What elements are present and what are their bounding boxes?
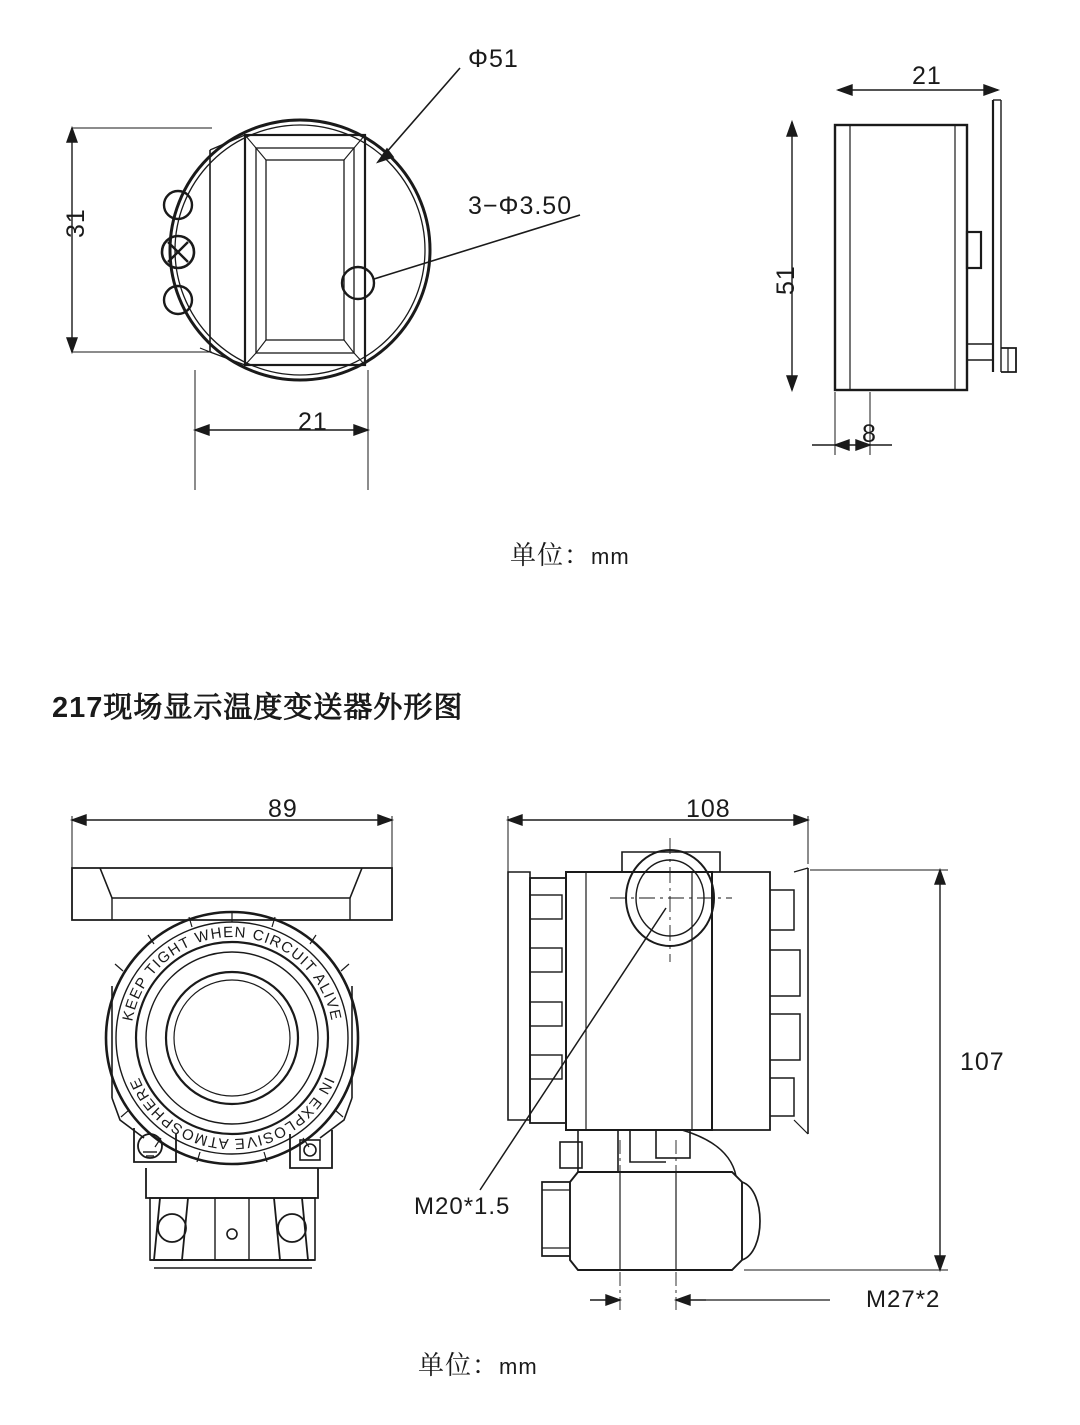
housing-main (566, 872, 712, 1130)
cover-engraved-text (119, 924, 344, 1152)
unit-note-bottom-value: mm (499, 1354, 538, 1379)
dim-label-89: 89 (268, 795, 298, 823)
dim-51-group (787, 122, 797, 390)
dim-label-107: 107 (960, 1048, 1005, 1076)
side-body (835, 125, 967, 390)
cover-glass-outer (166, 972, 298, 1104)
housing-outer-circle (170, 120, 430, 380)
unit-note-bottom-label: 单位： (418, 1350, 500, 1380)
mounting-hole (342, 267, 374, 299)
bottom-front-view-figure (50, 790, 480, 1310)
dim-label-m27: M27*2 (866, 1286, 941, 1313)
dim-label-21-front: 21 (298, 408, 328, 436)
bottom-side-view-figure (470, 790, 1030, 1330)
leader-holes (374, 215, 580, 279)
housing-fins-left (530, 895, 562, 1079)
section-title: 217现场显示温度变送器外形图 (52, 692, 464, 724)
bracket-right-leg (274, 1198, 308, 1260)
bottom-front-view-svg (50, 790, 480, 1310)
dim-21-group (195, 370, 368, 490)
dim-label-phi51: Φ51 (468, 45, 519, 73)
connector-nub (967, 232, 981, 268)
unit-note-top (510, 535, 630, 572)
unit-note-top-label: 单位： (510, 540, 592, 570)
unit-note-bottom (418, 1345, 538, 1382)
dim-label-51: 51 (772, 265, 800, 295)
cover-ring-inner (146, 952, 318, 1124)
button-bottom (164, 286, 192, 314)
bracket-left-leg (154, 1198, 188, 1260)
terminal-cover (712, 872, 770, 1130)
dim-label-108: 108 (686, 795, 731, 823)
dim-label-8: 8 (862, 420, 877, 448)
housing-left-edge (508, 872, 530, 1120)
dim-label-31: 31 (62, 208, 90, 238)
cover-text-top: KEEP TIGHT WHEN CIRCUIT ALIVE (119, 923, 345, 1023)
bolt-hole-right (278, 1214, 306, 1242)
dim-m27-group (590, 1272, 830, 1310)
dim-108-group (508, 815, 808, 874)
dim-89-group (72, 815, 392, 870)
bottom-side-view-svg (470, 790, 1030, 1330)
cover-knurl-outer (116, 922, 348, 1154)
process-connection (570, 1172, 742, 1270)
cover-outer (106, 912, 358, 1164)
dim-8-group (812, 392, 892, 455)
leader-phi51 (378, 68, 460, 162)
dim-label-21-side: 21 (912, 62, 942, 90)
bolt-hole-left (158, 1214, 186, 1242)
cover-glass-inner (174, 980, 290, 1096)
cover-text-bottom: IN EXPLOSIVE ATMOSPHERE (126, 1074, 338, 1153)
dim-label-m20: M20*1.5 (414, 1193, 511, 1220)
unit-note-top-value: mm (591, 544, 630, 569)
display-frame-inner (256, 148, 354, 353)
terminal-ridges (770, 890, 800, 1116)
cover-ring (136, 942, 328, 1134)
display-window (266, 160, 344, 340)
dim-label-holes: 3−Φ3.50 (468, 192, 573, 220)
top-front-view-figure (60, 30, 680, 510)
housing-inner-circle (175, 125, 425, 375)
top-front-view-svg (60, 30, 680, 510)
display-frame-outer (245, 135, 365, 365)
